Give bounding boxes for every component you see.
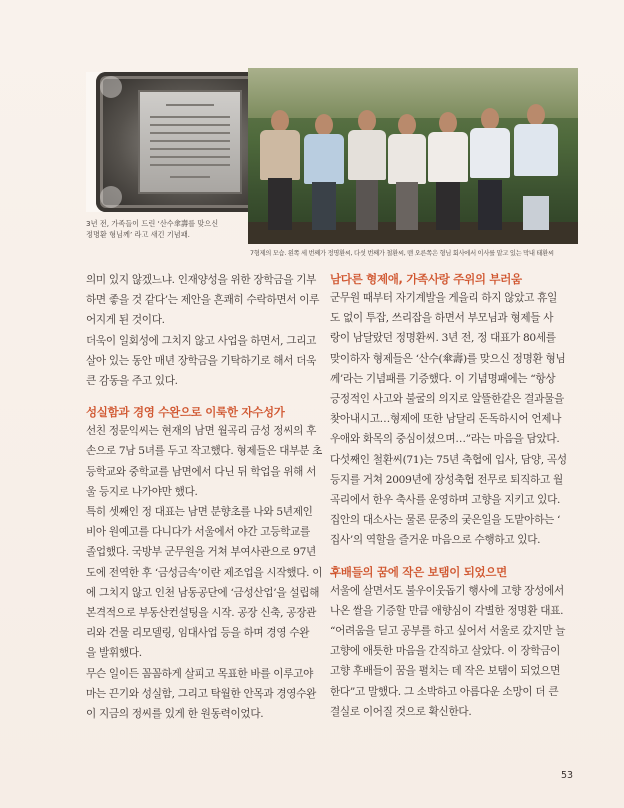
paragraph: 특히 셋째인 정 대표는 남면 분향초를 나와 5년제인 비아 원예고를 다니다가 서울에서 야간 고등학교를 졸업했다. 국방부 군무원을 거쳐 부여사관으로 97년 도에 전역한 후 ‘금성금속’이란 제조업을 시작했다. 이 에 그치지 않고 인천 남동공단에 ‘금성산업’을 설립해 본격적으로 부동산컨설팅을 시작. 공장 신축, 공장관 리와 건물 리모델링, 임대사업 등을 하며 경영 수완 을 발휘했다. — [86, 506, 323, 660]
person-figure — [428, 112, 468, 230]
paragraph: 의미 있지 않겠느냐. 인재양성을 위한 장학금을 기부 하면 좋을 것 같다’는 제안을 흔쾌히 수락하면서 이루 어지게 된 것이다. — [86, 274, 320, 327]
paragraph: 무슨 일이든 꼼꼼하게 살피고 목표한 바를 이루고야 마는 끈기와 성실함, 그리고 탁월한 안목과 경영수완 이 지금의 정씨를 있게 한 원동력이었다. — [86, 667, 317, 721]
section-heading: 후배들의 꿈에 작은 보탬이 되었으면 — [330, 564, 507, 579]
section-heading: 남다른 형제애, 가족사랑 주위의 부러움 — [330, 272, 522, 286]
paragraph: 서울에 살면서도 불우이웃돕기 행사에 고향 장성에서 나온 쌀을 기증할 만큼 애향심이 각별한 정명환 대표. “어려움을 딛고 공부를 하고 싶어서 서울로 갔지만 늘 고향에 애틋한 마음을 간직하고 살았다. 이 장학금이 고향 후배들이 꿈을 펼치는 데 작은 보탬이 되었으면 한다”고 말했다. 그 소박하고 아름다운 소망이 더 큰 결실로 이어질 것으로 확신한다. — [330, 584, 566, 718]
paragraph: 군무원 때부터 자기계발을 게을리 하지 않았고 휴일 도 없이 투잡, 쓰리잡을 하면서 부모님과 형제들 사 랑이 남달랐던 정명환씨. 3년 전, 정 대표가 80세를 맞이하자 형제들은 ‘산수(傘壽)를 맞으신 정명환 형님 께’라는 기념패를 기증했다. 이 기념명패에는 “항상 긍정적인 사고와 불굴의 의지로 알뜰한같은 결과물을 찾아내시고…형제에 또한 남달리 돈독하시어 언제나 우애와 화목의 중심이셨으며…”라는 마음을 담았다. — [330, 292, 566, 446]
person-figure — [304, 114, 344, 230]
person-figure — [388, 114, 426, 230]
paragraph: 집안의 대소사는 물론 문중의 궂은일을 도맡아하는 ‘ 집사’의 역할을 즐거운 마음으로 수행하고 있다. — [330, 514, 561, 547]
group-photo-caption: 7형제의 모습. 왼쪽 세 번째가 정명환씨, 다섯 번째가 철환씨, 맨 오른쪽은 형님 회사에서 이사를 맡고 있는 막내 태환씨 — [250, 250, 554, 257]
paragraph: 더욱이 일회성에 그치지 않고 사업을 하면서, 그리고 살아 있는 동안 매년 장학금을 기탁하기로 해서 더욱 큰 감동을 주고 있다. — [86, 334, 317, 388]
plaque-caption: 3년 전, 가족들이 드린 ‘산수傘壽를 맞으신 정명환 형님께’ 라고 새긴 기념패. — [86, 219, 219, 239]
person-figure — [348, 110, 386, 230]
page-number: 53 — [561, 770, 574, 781]
person-figure — [260, 110, 300, 230]
section-heading: 성실함과 경영 수완으로 이룩한 자수성가 — [86, 405, 285, 420]
group-photo — [248, 68, 578, 244]
person-figure — [470, 108, 510, 230]
right-column — [330, 270, 584, 722]
person-figure — [514, 104, 558, 230]
paragraph: 선친 정문익씨는 현재의 남면 월곡리 금성 정씨의 후 손으로 7남 5녀를 두고 작고했다. 형제들은 대부분 초 등학교와 중학교를 남면에서 다닌 뒤 학업을 위해 서 울 등지로 나가야만 했다. — [86, 425, 323, 498]
left-column — [86, 270, 340, 724]
paragraph: 다섯째인 철환씨(71)는 75년 축협에 입사, 담양, 곡성 등지를 거쳐 2009년에 장성축협 전무로 퇴직하고 월 곡리에서 한우 축사를 운영하며 고향을 지키고 있다. — [330, 453, 567, 507]
